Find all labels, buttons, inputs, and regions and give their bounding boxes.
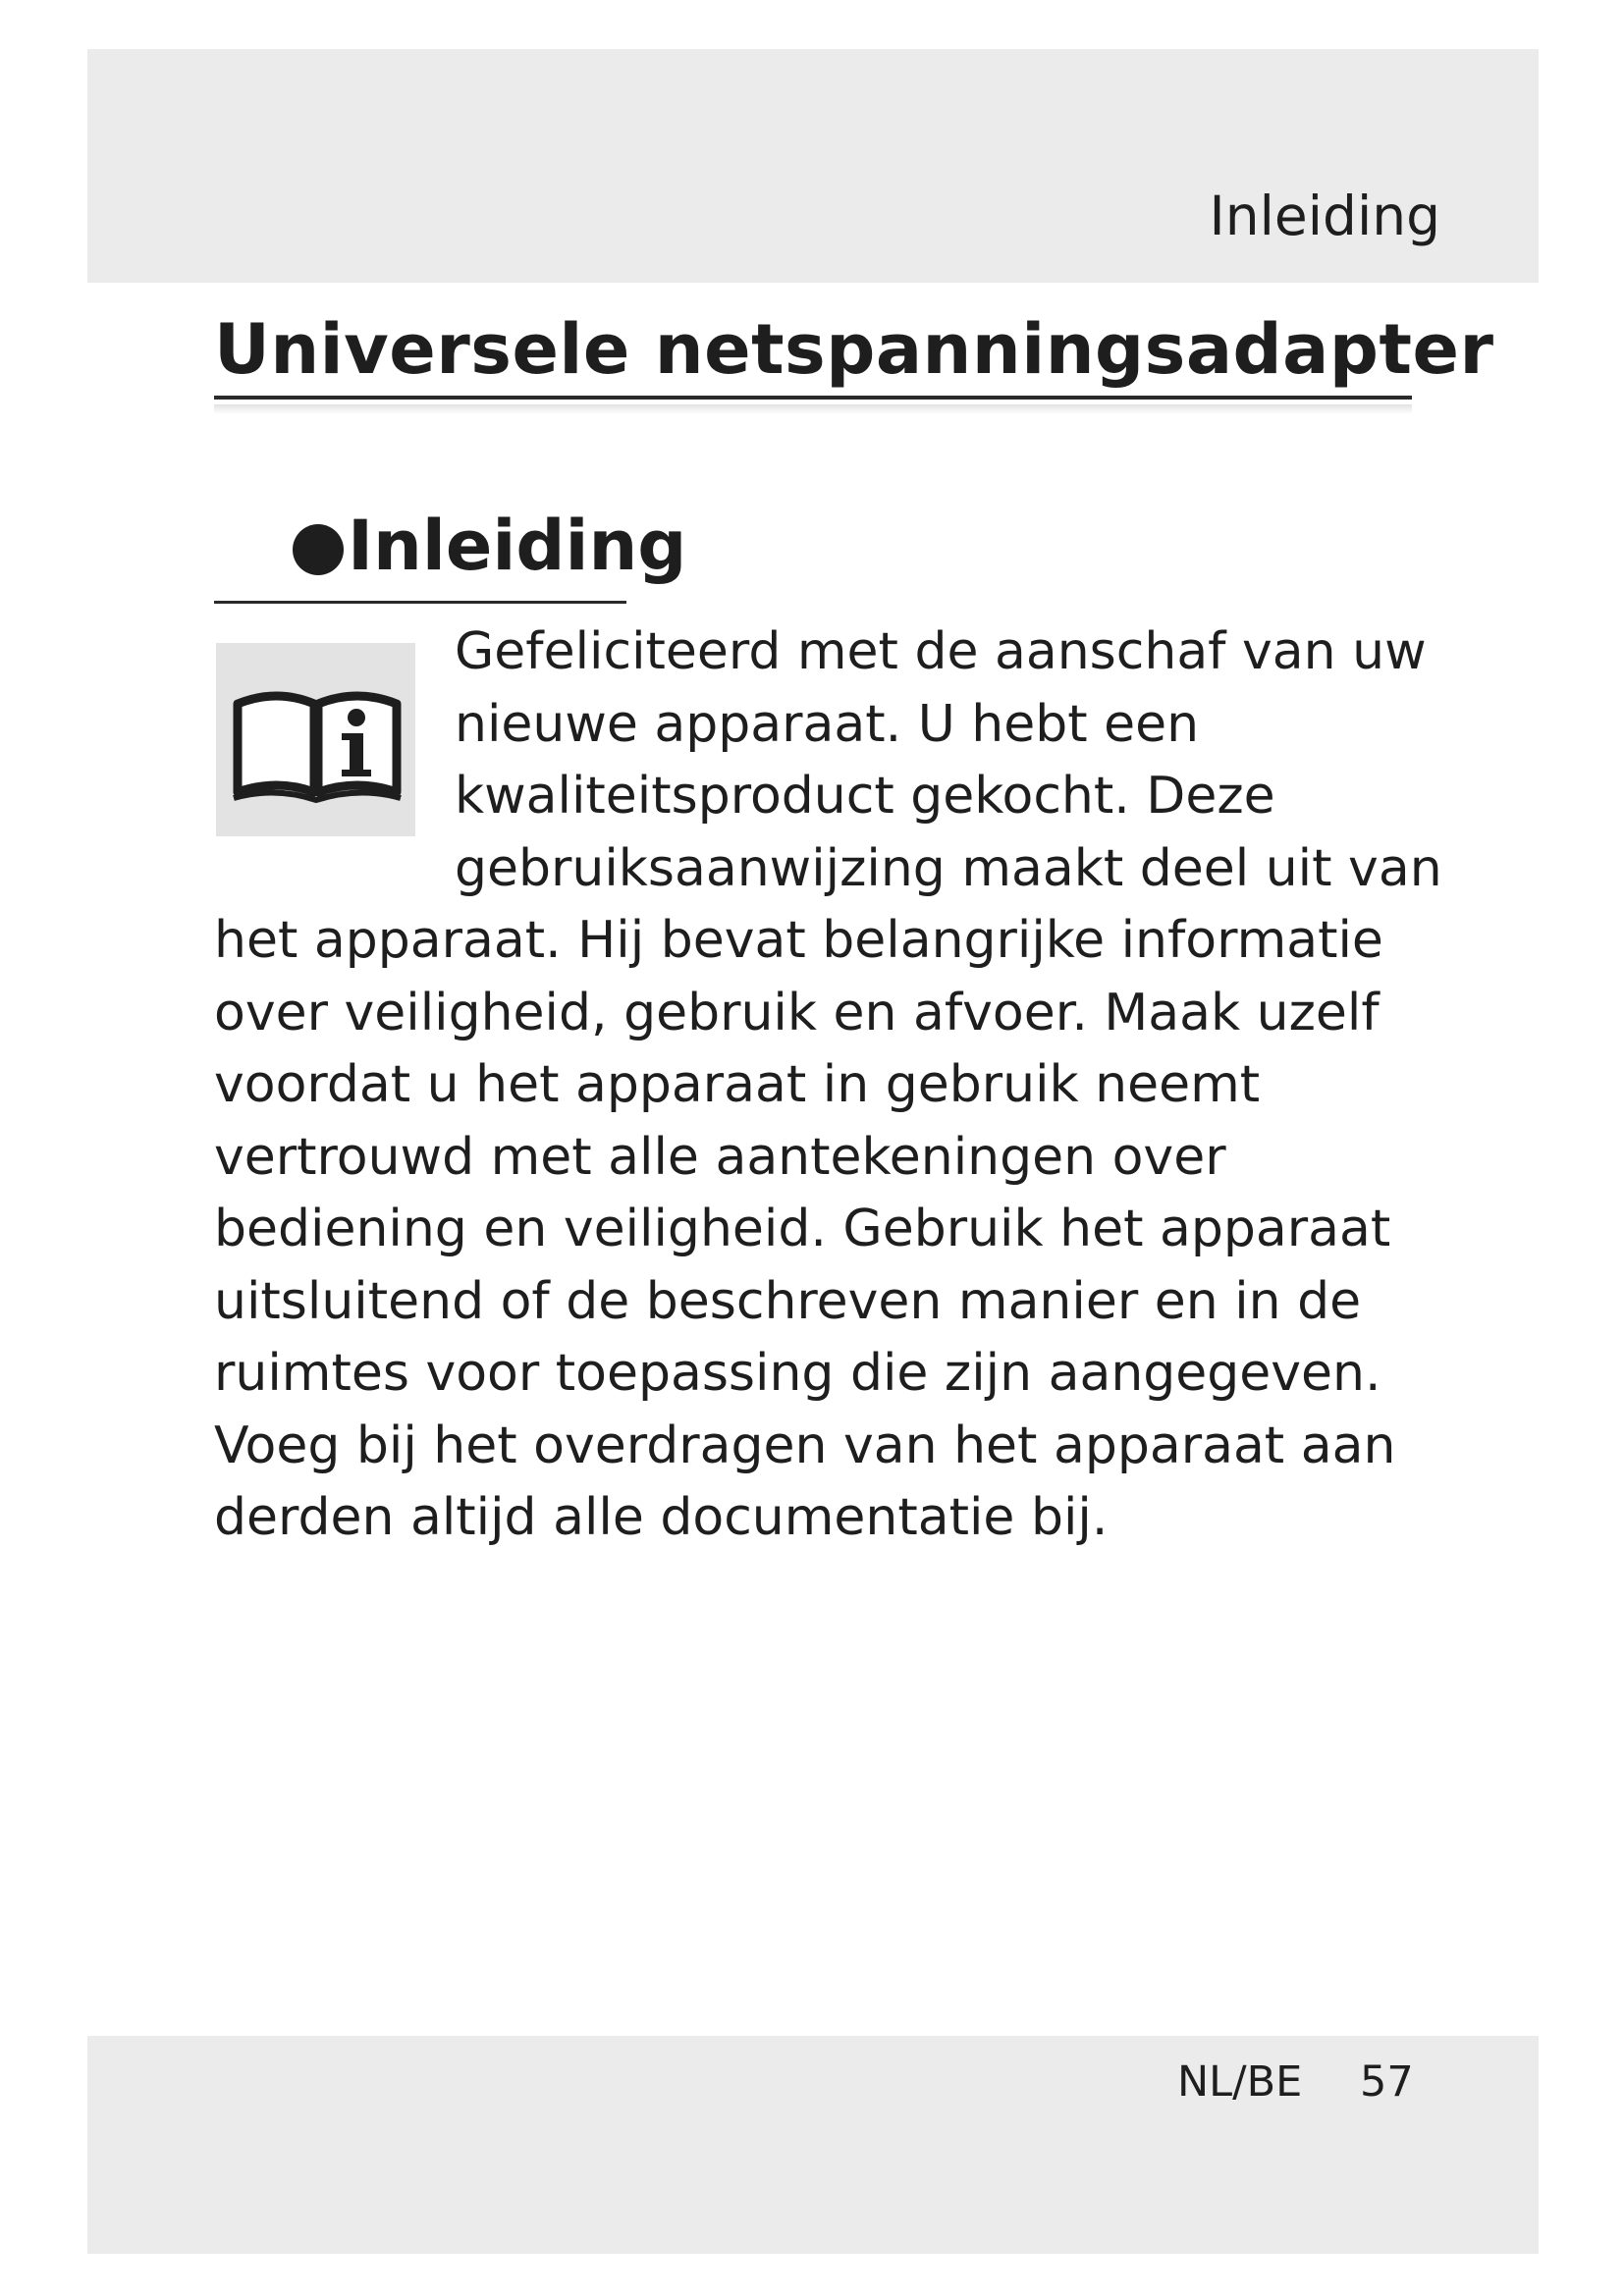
- document-title: Universele netspanningsadapter: [214, 309, 1494, 390]
- paragraph-line: bediening en veiligheid. Gebruik het apparaat: [214, 1200, 1391, 1258]
- section-heading-text: Inleiding: [348, 506, 687, 586]
- paragraph-line: uitsluitend of de beschreven manier en in de: [214, 1271, 1362, 1331]
- info-book-icon: [216, 643, 415, 836]
- title-underline: [214, 396, 1412, 400]
- paragraph-line: het apparaat. Hij bevat belangrijke informatie: [214, 911, 1383, 970]
- header-band: [87, 49, 1539, 283]
- paragraph-line: ruimtes voor toepassing die zijn aangegeven.: [214, 1344, 1381, 1403]
- paragraph-line: vertrouwd met alle aantekeningen over: [214, 1127, 1226, 1187]
- section-heading: [293, 506, 686, 586]
- intro-paragraph-full-width: [214, 905, 1395, 1555]
- paragraph-line: gebruiksaanwijzing maakt deel uit van: [455, 838, 1442, 898]
- footer-language-code: NL/BE: [1177, 2057, 1303, 2107]
- paragraph-line: voordat u het apparaat in gebruik neemt: [214, 1055, 1261, 1114]
- section-underline: [214, 601, 626, 604]
- footer-page-number: 57: [1360, 2057, 1414, 2107]
- paragraph-line: Voeg bij het overdragen van het apparaat aan: [214, 1415, 1396, 1475]
- title-underline-shadow: [214, 404, 1412, 414]
- paragraph-line: derden altijd alle documentatie bij.: [214, 1488, 1109, 1547]
- intro-paragraph-beside-icon: [455, 616, 1442, 905]
- header-section-label: Inleiding: [1209, 185, 1440, 247]
- bullet-dot-icon: [293, 524, 344, 575]
- paragraph-line: over veiligheid, gebruik en afvoer. Maak uzelf: [214, 983, 1380, 1042]
- footer-band: [87, 2036, 1539, 2254]
- paragraph-line: kwaliteitsproduct gekocht. Deze: [455, 767, 1275, 826]
- paragraph-line: Gefeliciteerd met de aanschaf van uw: [455, 622, 1427, 681]
- paragraph-line: nieuwe apparaat. U hebt een: [455, 694, 1200, 754]
